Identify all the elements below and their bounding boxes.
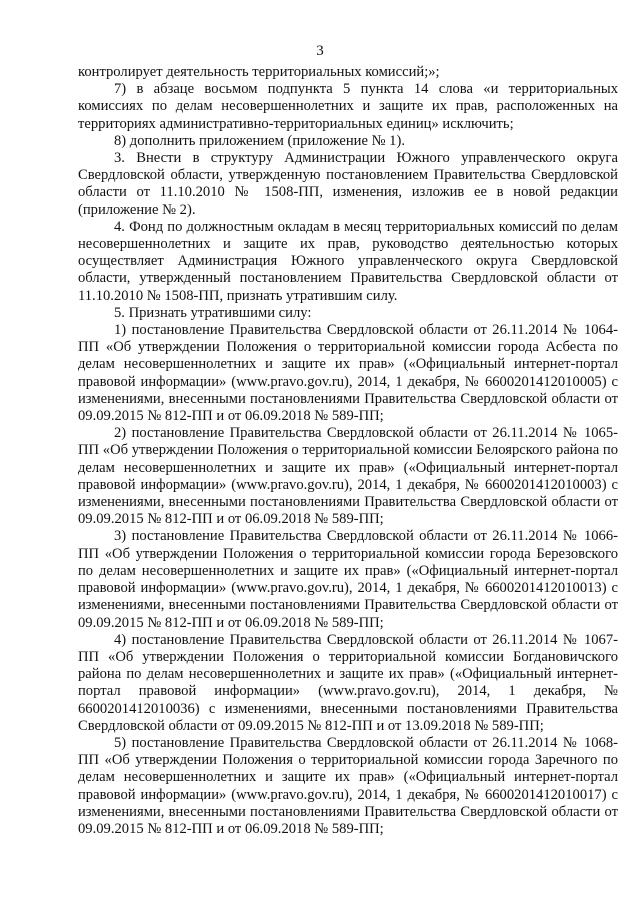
paragraph-subitem-3: 3) постановление Правительства Свердловской области от 26.11.2014 № 1066-ПП «Об утверждении Положения о территориальной комиссии города Березовского по делам несовершеннолетних и защите их прав» («Официальный интернет-портал правовой информации» (www.pravo.gov.ru), 2014, 1 декабря, № 6600201412010013) с изменениями, внесенными постановлениями Правительства Свердловской области от 09.09.2015 № 812-ПП и от 06.09.2018 № 589-ПП; [78, 528, 618, 631]
paragraph-item-8: 8) дополнить приложением (приложение № 1). [114, 132, 405, 149]
paragraph-subitem-2: 2) постановление Правительства Свердловской области от 26.11.2014 № 1065-ПП «Об утверждении Положения о территориальной комиссии Белоярского района по делам несовершеннолетних и защите их прав» («Официальный интернет-портал правовой информации» (www.pravo.gov.ru), 2014, 1 декабря, № 6600201412010003) с изменениями, внесенными постановлениями Правительства Свердловской области от 09.09.2015 № 812-ПП и от 06.09.2018 № 589-ПП; [78, 425, 618, 528]
paragraph-clause-3: 3. Внести в структуру Администрации Южного управленческого округа Свердловской области, утвержденную постановлением Правительства Свердловской области от 11.10.2010 № 1508-ПП, изменения, изложив ее в новой редакции (приложение № 2). [78, 150, 618, 218]
paragraph-subitem-5: 5) постановление Правительства Свердловской области от 26.11.2014 № 1068-ПП «Об утверждении Положения о территориальной комиссии города Заречного по делам несовершеннолетних и защите их прав» («Официальный интернет-портал правовой информации» (www.pravo.gov.ru), 2014, 1 декабря, № 6600201412010017) с изменениями, внесенными постановлениями Правительства Свердловской области от 09.09.2015 № 812-ПП и от 06.09.2018 № 589-ПП; [78, 734, 618, 837]
page-number: 3 [316, 43, 324, 59]
paragraph-subitem-4: 4) постановление Правительства Свердловской области от 26.11.2014 № 1067-ПП «Об утверждении Положения о территориальной комиссии Богдановичского района по делам несовершеннолетних и защите их прав» («Официальный интернет-портал правовой информации» (www.pravo.gov.ru), 2014, 1 декабря, № 6600201412010036) с изменениями, внесенными постановлениями Правительства Свердловской области от 09.09.2015 № 812-ПП и от 13.09.2018 № 589-ПП; [78, 631, 618, 734]
paragraph-clause-5: 5. Признать утратившими силу: [114, 304, 312, 321]
paragraph-clause-4: 4. Фонд по должностным окладам в месяц территориальных комиссий по делам несовершеннолетних и защите их прав, руководство деятельностью которых осуществляет Администрация Южного управленческого округа Свердловской области, утвержденный постановлением Правительства Свердловской области от 11.10.2010 № 1508-ПП, признать утратившим силу. [78, 218, 618, 304]
paragraph-subitem-1: 1) постановление Правительства Свердловской области от 26.11.2014 № 1064-ПП «Об утверждении Положения о территориальной комиссии города Асбеста по делам несовершеннолетних и защите их прав» («Официальный интернет-портал правовой информации» (www.pravo.gov.ru), 2014, 1 декабря, № 6600201412010005) с изменениями, внесенными постановлениями Правительства Свердловской области от 09.09.2015 № 812-ПП и от 06.09.2018 № 589-ПП; [78, 322, 618, 425]
document-body [78, 64, 618, 838]
paragraph-item-7: 7) в абзаце восьмом подпункта 5 пункта 14 слова «и территориальных комиссиях по делам несовершеннолетних и защите их прав, расположенных на территориях административно-территориальных единиц» исключить; [78, 81, 618, 132]
paragraph-continuation: контролирует деятельность территориальных комиссий;»; [78, 64, 440, 80]
